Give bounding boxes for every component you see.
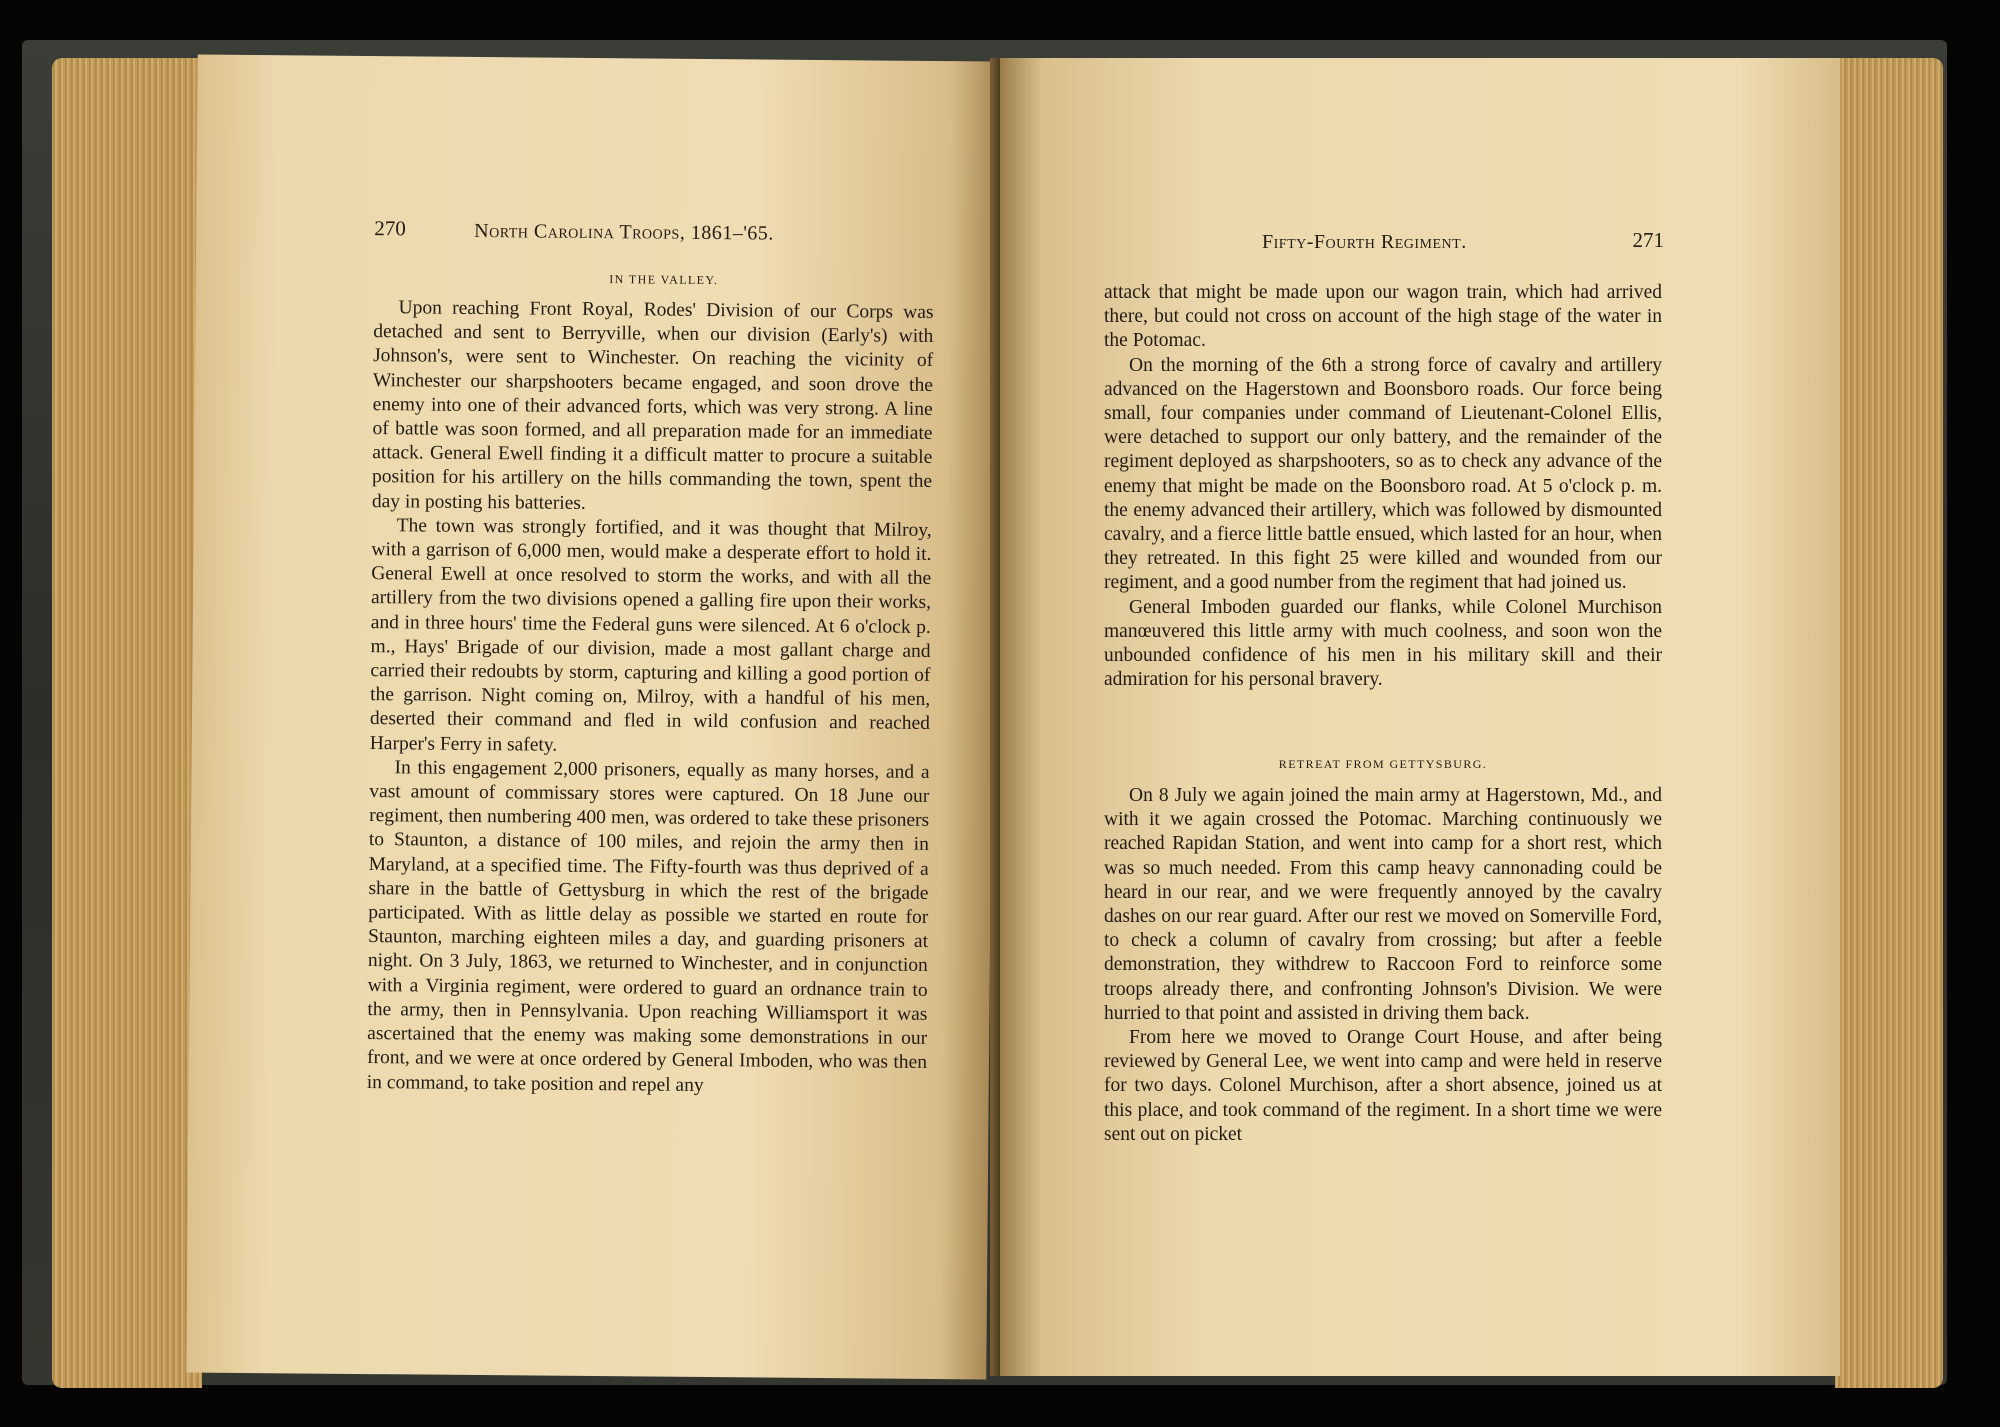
left-body-text <box>367 296 934 1100</box>
page-number: 271 <box>1632 228 1664 252</box>
paragraph: On 8 July we again joined the main army at Hagerstown, Md., and with it we again crossed the Potomac. Marching continuously we reached Rapidan Station, and went into camp for a short rest, which was so much needed. From this camp heavy cannonading could be heard in our rear, and we were frequently annoyed by the cavalry dashes on our rear guard. After our rest we moved on Somerville Ford, to check a column of cavalry from crossing; but after a feeble demonstration, they withdrew to Raccoon Ford to reinforce some troops already there, and confronting Johnson's Division. We were hurried to that point and assisted in driving them back. <box>1104 785 1662 1024</box>
left-header <box>374 216 954 245</box>
right-page-edges <box>1835 58 1943 1388</box>
left-page-edges <box>52 58 202 1388</box>
page-number: 270 <box>374 216 406 241</box>
right-body-text-top <box>1104 281 1662 692</box>
running-title: Fifty-Fourth Regiment. <box>1262 231 1467 253</box>
section-heading: IN THE VALLEY. <box>609 272 719 288</box>
section-heading: RETREAT FROM GETTYSBURG. <box>1278 757 1488 771</box>
paragraph: On the morning of the 6th a strong force of cavalry and artillery advanced on the Hagerstown and Boonsboro roads. Our force being small, four companies under command of Lieutenant-Colonel Ellis, were detached to support our only battery, and the remainder of the regiment deployed as sharpshooters, so as to check any advance of the enemy that might be made on the Boonsboro road. At 5 o'clock p. m. the enemy advanced their artillery, which was followed by dismounted cavalry, and a fierce little battle ensued, which lasted for an hour, when they retreated. In this fight 25 were killed and wounded from our regiment, and a good number from the regiment that had joined us. <box>1104 354 1662 594</box>
paragraph: In this engagement 2,000 prisoners, equally as many horses, and a vast amount of commissary stores were captured. On 18 June our regiment, then numbering 400 men, was ordered to take these prisoners to Staunton, a distance of 100 miles, and rejoin the army then in Maryland, at a specified time. The Fifty-fourth was thus deprived of a share in the battle of Gettysburg in which the rest of the brigade participated. With as little delay as possible we started en route for Staunton, marching eighteen miles a day, and guarding prisoners at night. On 3 July, 1863, we returned to Winchester, and in conjunction with a Virginia regiment, were ordered to guard an ordnance train to the army, then in Pennsylvania. Upon reaching Williamsport it was ascertained that the enemy was making some demonstrations in our front, and we were at once ordered by General Imboden, who was then in command, to take position and repel any <box>366 757 930 1096</box>
paragraph: From here we moved to Orange Court House, and after being reviewed by General Lee, we went into camp and were held in reserve for two days. Colonel Murchison, after a short absence, joined us at this place, and took command of the regiment. In a short time we were sent out on picket <box>1104 1027 1662 1145</box>
paragraph: General Imboden guarded our flanks, while Colonel Murchison manœuvered this little army with much coolness, and soon won the unbounded confidence of his men in his military skill and their admiration for his personal bravery. <box>1104 596 1662 691</box>
running-title: North Carolina Troops, 1861–'65. <box>474 219 774 245</box>
right-page <box>1000 58 1840 1376</box>
paragraph: attack that might be made upon our wagon train, which had arrived there, but could not cross on account of the high stage of the water in the Potomac. <box>1104 282 1662 352</box>
paragraph: Upon reaching Front Royal, Rodes' Division of our Corps was detached and sent to Berryville, when our division (Early's) with Johnson's, were sent to Winchester. On reaching the vicinity of Winchester our sharpshooters became engaged, and soon drove the enemy into one of their advanced forts, which was very strong. A line of battle was soon formed, and all preparation made for an immediate attack. General Ewell finding it a difficult matter to procure a suitable position for his artillery on the hills commanding the town, spent the day in posting his batteries. <box>371 297 934 514</box>
paragraph: The town was strongly fortified, and it was thought that Milroy, with a garrison of 6,000 men, would make a desperate effort to hold it. General Ewell at once resolved to storm the works, and with all the artillery from the two divisions opened a galling fire upon their works, and in three hours' time the Federal guns were silenced. At 6 o'clock p. m., Hays' Brigade of our division, made a most gallant charge and carried their redoubts by storm, capturing and killing a good portion of the garrison. Night coming on, Milroy, with a handful of his men, deserted their command and fled in wild confusion and reached Harper's Ferry in safety. <box>369 515 932 756</box>
right-body-text-bottom <box>1104 784 1662 1147</box>
left-page <box>186 55 997 1380</box>
